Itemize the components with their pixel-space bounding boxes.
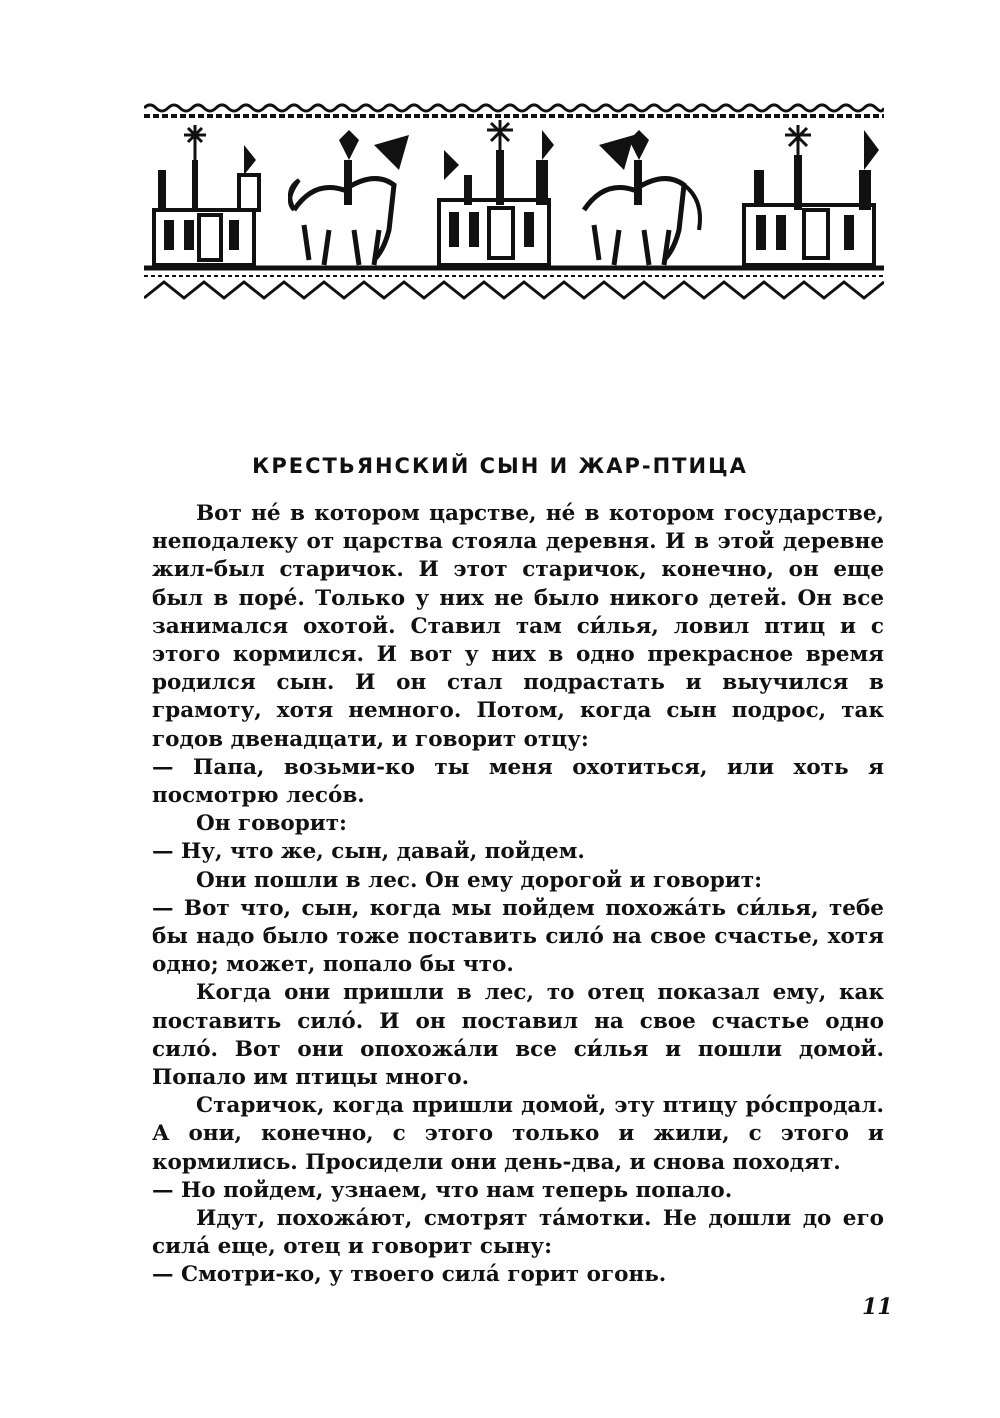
page-number: 11 (862, 1294, 893, 1320)
story-body (152, 500, 884, 1290)
paragraph: Старичок, когда пришли домой, эту птицу ро́спродал. А они, конечно, с этого только и жили, с этого и кормились. Просидели они день-два, и снова походят. (152, 1093, 884, 1175)
dialog-line: — Но пойдем, узнаем, что нам теперь попало. (152, 1177, 733, 1203)
ornament-house-2 (439, 120, 554, 265)
ornament-house-3 (744, 125, 879, 265)
dialog-line: — Вот что, сын, когда мы пойдем похожа́ть си́лья, тебе бы надо было тоже поставить сило́ на свое счастье, хотя одно; может, попало бы что. (152, 895, 884, 978)
paragraph: Он говорит: (196, 811, 347, 837)
dialog-line: — Папа, возьми-ко ты меня охотиться, или хоть я посмотрю лесо́в. (152, 754, 884, 809)
ornament-house-1 (154, 125, 259, 265)
ornament-horse-1 (290, 130, 409, 265)
dialog-line: — Смотри-ко, у твоего сила́ горит огонь. (152, 1262, 667, 1288)
dialog-line: — Ну, что же, сын, давай, пойдем. (152, 839, 585, 865)
paragraph: Идут, похожа́ют, смотрят та́мотки. Не дошли до его сила́ еще, отец и говорит сыну: (152, 1206, 884, 1260)
ornament-horse-2 (584, 130, 700, 265)
ornament-top-border (144, 100, 884, 116)
folk-ornament-header (144, 100, 884, 305)
ornament-bottom-border (144, 268, 884, 298)
paragraph: Вот не́ в котором царстве, не́ в котором государстве, неподалеку от царства стояла деревня. И в этой деревне жил-был старичок. И этот старичок, конечно, он еще был в поре́. Только у них не было никого детей. Он все занимался охотой. Ставил там си́лья, ловил птиц и с этого кормился. И вот у них в одно прекрасное время родился сын. И он стал подрастать и выучился в грамоту, хотя немного. Потом, когда сын подрос, так годов двенадцати, и говорит отцу: (152, 501, 884, 752)
story-title: КРЕСТЬЯНСКИЙ СЫН И ЖАР-ПТИЦА (252, 454, 748, 478)
paragraph: Они пошли в лес. Он ему дорогой и говорит: (196, 867, 763, 893)
paragraph: Когда они пришли в лес, то отец показал ему, как поставить сило́. И он поставил на свое счастье одно сило́. Вот они опохожа́ли все си́лья и пошли домой. Попало им птицы много. (152, 980, 884, 1091)
